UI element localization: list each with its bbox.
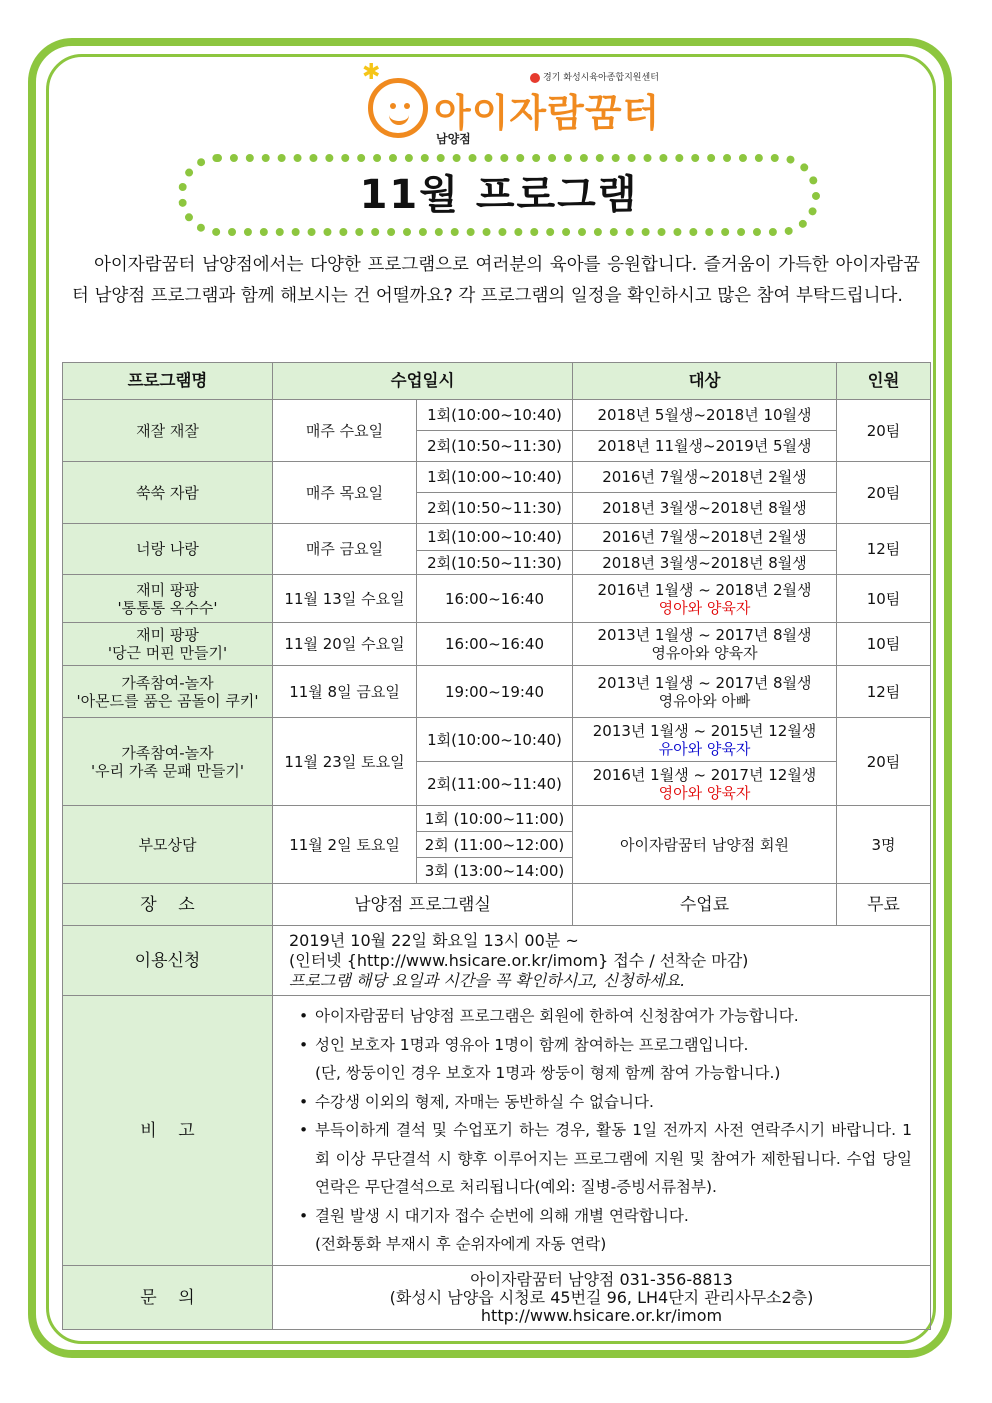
note-sub-item: (단, 쌍둥이인 경우 보호자 1명과 쌍둥이 형제 함께 참여 가능합니다.) — [315, 1064, 781, 1083]
program-count: 3명 — [837, 806, 931, 884]
session-target: 2016년 7월생~2018년 2월생 — [573, 462, 837, 493]
session-time: 2회(11:00~11:40) — [417, 762, 573, 806]
note-item: • 성인 보호자 1명과 영유아 1명이 함께 참여하는 프로그램입니다. — [299, 1035, 749, 1054]
session-time: 16:00~16:40 — [417, 575, 573, 623]
apply-label: 이용신청 — [63, 926, 273, 996]
session-target: 2018년 5월생~2018년 10월생 — [573, 400, 837, 431]
session-target: 2016년 7월생~2018년 2월생 — [573, 524, 837, 551]
program-count: 20팀 — [837, 462, 931, 524]
program-name: 너랑 나랑 — [63, 524, 273, 575]
program-count: 10팀 — [837, 623, 931, 666]
program-day: 매주 금요일 — [273, 524, 417, 575]
intro-paragraph: 아이자람꿈터 남양점에서는 다양한 프로그램으로 여러분의 육아를 응원합니다. 즐거움이 가득한 아이자람꿈터 남양점 프로그램과 함께 해보시는 건 어떨까요? 각 프로그램의 일정을 확인하시고 많은 참여 부탁드립니다. — [72, 255, 920, 306]
program-target: 2016년 1월생 ~ 2018년 2월생 영아와 양육자 — [573, 575, 837, 623]
contact-label: 문 의 — [63, 1266, 273, 1330]
session-time: 1회 (10:00~11:00) — [417, 806, 573, 832]
program-day: 11월 8일 금요일 — [273, 666, 417, 718]
program-name: 가족참여-놀자 '아몬드를 품은 곰돌이 쿠키' — [63, 666, 273, 718]
session-target: 2018년 3월생~2018년 8월생 — [573, 551, 837, 575]
program-day: 11월 23일 토요일 — [273, 718, 417, 806]
place-label: 장 소 — [63, 884, 273, 926]
program-day: 11월 13일 수요일 — [273, 575, 417, 623]
notes-content — [273, 996, 931, 1266]
program-count: 10팀 — [837, 575, 931, 623]
title-box — [178, 154, 820, 236]
program-target: 아이자람꿈터 남양점 회원 — [573, 806, 837, 884]
header-target: 대상 — [573, 363, 837, 400]
program-table — [62, 362, 931, 1330]
program-name: 재잘 재잘 — [63, 400, 273, 462]
logo — [360, 62, 660, 152]
note-item: • 아이자람꿈터 남양점 프로그램은 회원에 한하여 신청참여가 가능합니다. — [299, 1007, 799, 1026]
session-target: 2016년 1월생 ~ 2017년 12월생 영아와 양육자 — [573, 762, 837, 806]
center-name: 경기 화성시육아종합지원센터 — [530, 70, 659, 83]
program-day: 11월 2일 토요일 — [273, 806, 417, 884]
note-item: • 결원 발생 시 대기자 접수 순번에 의해 개별 연락합니다. — [299, 1206, 689, 1225]
fee-label: 수업료 — [573, 884, 837, 926]
header-count: 인원 — [837, 363, 931, 400]
center-logo-icon — [530, 73, 540, 83]
session-time: 2회 (11:00~12:00) — [417, 832, 573, 858]
session-time: 1회(10:00~10:40) — [417, 462, 573, 493]
contact-info: 아이자람꿈터 남양점 031-356-8813 (화성시 남양읍 시청로 45번길 96, LH4단지 관리사무소2층) http://www.hsicare.or.kr/imom — [273, 1266, 931, 1330]
page-title: 11월 프로그램 — [359, 172, 639, 218]
program-target: 2013년 1월생 ~ 2017년 8월생 영유아와 아빠 — [573, 666, 837, 718]
program-name: 재미 팡팡 '당근 머핀 만들기' — [63, 623, 273, 666]
header-name: 프로그램명 — [63, 363, 273, 400]
header-datetime: 수업일시 — [273, 363, 573, 400]
program-day: 11월 20일 수요일 — [273, 623, 417, 666]
program-day: 매주 목요일 — [273, 462, 417, 524]
session-time: 2회(10:50~11:30) — [417, 431, 573, 462]
program-name: 재미 팡팡 '통통통 옥수수' — [63, 575, 273, 623]
session-time: 2회(10:50~11:30) — [417, 551, 573, 575]
session-time: 19:00~19:40 — [417, 666, 573, 718]
session-time: 3회 (13:00~14:00) — [417, 858, 573, 884]
apply-info: 2019년 10월 22일 화요일 13시 00분 ~ (인터넷 {http://www.hsicare.or.kr/imom} 접수 / 선착순 마감) 프로그램 해당 요일과 시간을 꼭 확인하시고, 신청하세요. — [273, 926, 931, 996]
smiley-face-icon — [368, 78, 428, 138]
session-time: 1회(10:00~10:40) — [417, 718, 573, 762]
star-icon: ✱ — [362, 60, 381, 85]
program-count: 12팀 — [837, 524, 931, 575]
session-time: 16:00~16:40 — [417, 623, 573, 666]
program-name: 부모상담 — [63, 806, 273, 884]
program-count: 12팀 — [837, 666, 931, 718]
brand-name: 아이자람꿈터 — [434, 91, 661, 135]
session-time: 1회(10:00~10:40) — [417, 400, 573, 431]
session-target: 2018년 11월생~2019년 5월생 — [573, 431, 837, 462]
program-count: 20팀 — [837, 718, 931, 806]
note-sub-item: (전화통화 부재시 후 순위자에게 자동 연락) — [315, 1235, 607, 1254]
session-target: 2018년 3월생~2018년 8월생 — [573, 493, 837, 524]
note-item: • 수강생 이외의 형제, 자매는 동반하실 수 없습니다. — [299, 1092, 654, 1111]
program-count: 20팀 — [837, 400, 931, 462]
session-time: 1회(10:00~10:40) — [417, 524, 573, 551]
note-item: • 부득이하게 결석 및 수업포기 하는 경우, 활동 1일 전까지 사전 연락주시기 바랍니다. 1회 이상 무단결석 시 향후 이루어지는 프로그램에 지원 및 참여가 제한됩니다. 수업 당일 연락은 무단결석으로 처리됩니다(예외: 질병-증빙서류첨부). — [299, 1121, 913, 1197]
session-target: 2013년 1월생 ~ 2015년 12월생 유아와 양육자 — [573, 718, 837, 762]
program-target: 2013년 1월생 ~ 2017년 8월생 영유아와 양육자 — [573, 623, 837, 666]
session-time: 2회(10:50~11:30) — [417, 493, 573, 524]
place-value: 남양점 프로그램실 — [273, 884, 573, 926]
branch-name: 남양점 — [436, 132, 471, 146]
program-name: 쑥쑥 자람 — [63, 462, 273, 524]
program-day: 매주 수요일 — [273, 400, 417, 462]
notes-label: 비 고 — [63, 996, 273, 1266]
program-name: 가족참여-놀자 '우리 가족 문패 만들기' — [63, 718, 273, 806]
fee-value: 무료 — [837, 884, 931, 926]
